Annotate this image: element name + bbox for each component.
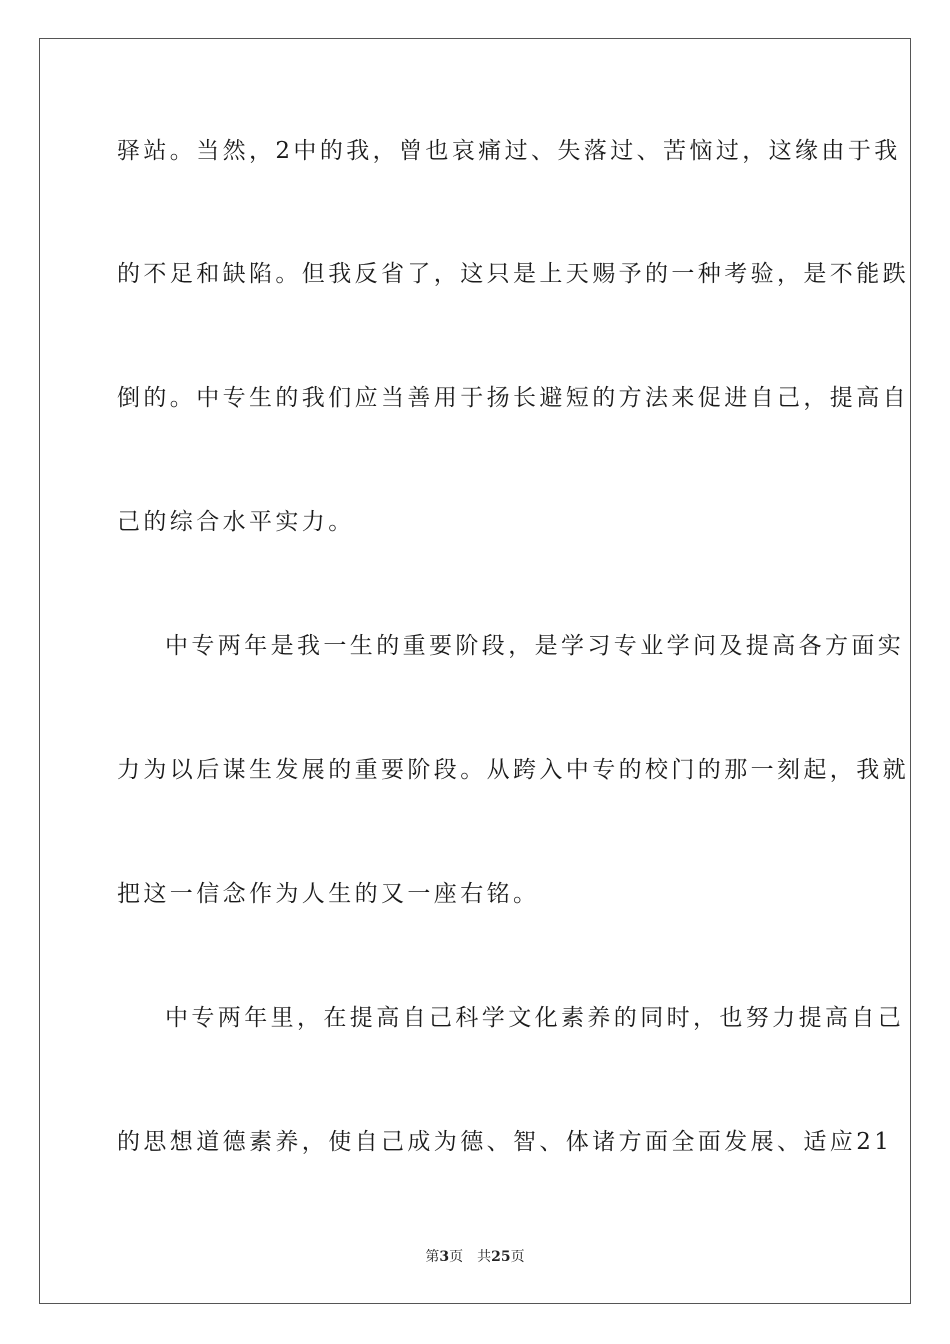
page-footer (0, 1248, 950, 1266)
body-text-line: 己的综合水平实力。 (117, 509, 355, 535)
page-label-prefix: 第 (425, 1249, 440, 1265)
page-number: 3 (439, 1249, 450, 1265)
body-text-line: 的不足和缺陷。但我反省了，这只是上天赐予的一种考验，是不能跌 (117, 261, 909, 287)
page-label-suffix: 页 (449, 1249, 464, 1265)
total-pages: 25 (491, 1249, 511, 1265)
paragraph-first-line: 中专两年里，在提高自己科学文化素养的同时，也努力提高自己 (165, 1005, 905, 1031)
body-text-line: 把这一信念作为人生的又一座右铭。 (117, 881, 540, 907)
paragraph-first-line: 中专两年是我一生的重要阶段，是学习专业学问及提高各方面实 (165, 633, 905, 659)
body-text-line: 驿站。当然，2中的我，曾也哀痛过、失落过、苦恼过，这缘由于我 (117, 138, 901, 164)
body-text-line: 倒的。中专生的我们应当善用于扬长避短的方法来促进自己，提高自 (117, 385, 909, 411)
total-label-suffix: 页 (510, 1249, 525, 1265)
page-frame (39, 38, 911, 1304)
body-text-line: 的思想道德素养，使自己成为德、智、体诸方面全面发展、适应21 (117, 1129, 893, 1155)
body-text-line: 力为以后谋生发展的重要阶段。从跨入中专的校门的那一刻起，我就 (117, 757, 909, 783)
total-label-prefix: 共 (477, 1249, 492, 1265)
